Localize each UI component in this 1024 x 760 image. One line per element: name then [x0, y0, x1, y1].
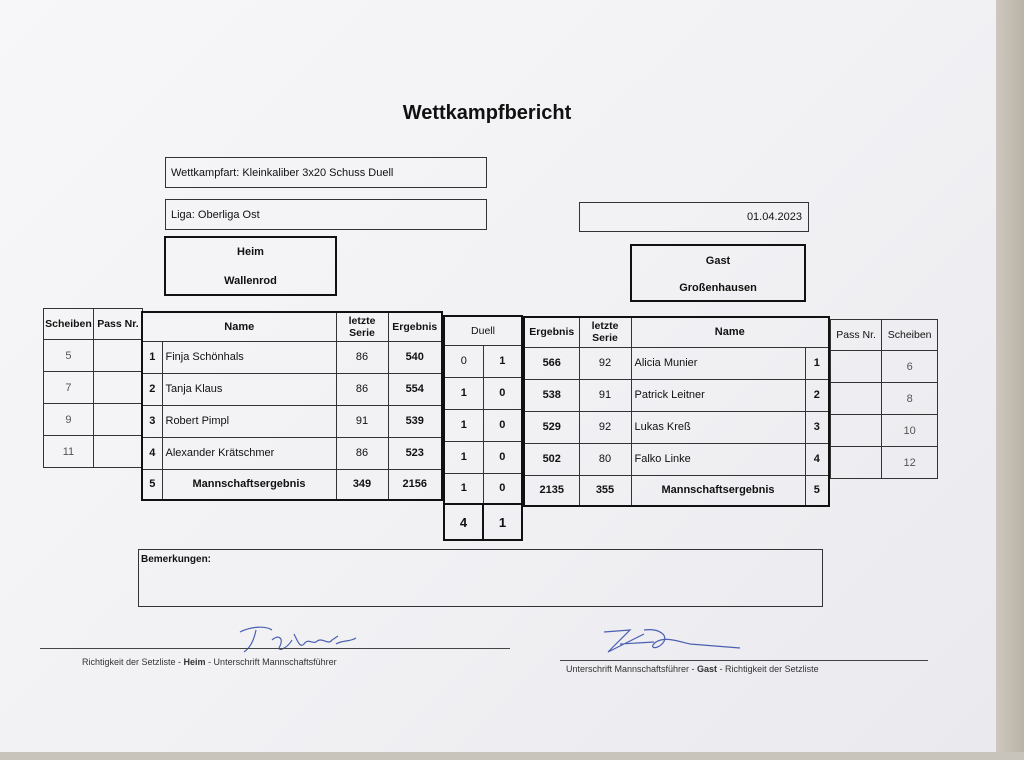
guest-position: 1: [805, 347, 829, 379]
guest-last-series: 92: [579, 411, 631, 443]
home-team-position: 5: [142, 469, 162, 500]
home-last-series: 91: [336, 405, 388, 437]
guest-team-result-label: Mannschaftsergebnis: [631, 475, 805, 506]
home-label: Heim: [237, 246, 264, 258]
duel-table: [443, 315, 523, 541]
home-scheibe-3: 9: [44, 404, 94, 436]
home-position: 4: [142, 437, 162, 469]
duel-home: 1: [444, 441, 483, 473]
home-team-box: [164, 236, 337, 296]
guest-ergebnis-header: Ergebnis: [524, 317, 579, 347]
home-team-last-series: 349: [336, 469, 388, 500]
guest-signature-caption: Unterschrift Mannschaftsführer - Gast - Richtigkeit der Setzliste: [566, 664, 819, 674]
guest-team-last-series: 355: [579, 475, 631, 506]
home-team-result-label: Mannschaftsergebnis: [162, 469, 336, 500]
guest-team-result: 2135: [524, 475, 579, 506]
guest-team-position: 5: [805, 475, 829, 506]
guest-letzte-serie-header: letzte Serie: [579, 317, 631, 347]
duel-header: Duell: [444, 316, 522, 345]
remarks-box: [138, 549, 823, 607]
date-box: [579, 202, 809, 232]
home-signature-caption: Richtigkeit der Setzliste - Heim - Unterschrift Mannschaftsführer: [82, 657, 337, 667]
guest-label: Gast: [705, 255, 731, 267]
guest-position: 3: [805, 411, 829, 443]
document-title: Wettkampfbericht: [402, 102, 572, 124]
background-edge: [0, 752, 1024, 760]
home-scheibe-1: 5: [44, 340, 94, 372]
guest-result: 538: [524, 379, 579, 411]
home-pass-3: [93, 404, 142, 436]
home-pass-2: [93, 372, 142, 404]
guest-result: 502: [524, 443, 579, 475]
home-shooter-name: Finja Schönhals: [162, 341, 336, 373]
guest-shooter-name: Falko Linke: [631, 443, 805, 475]
home-signature-line: [40, 648, 510, 649]
guest-scheiben-header: Scheiben: [882, 320, 938, 351]
home-scheiben-table: [43, 308, 143, 468]
home-results-table: [141, 311, 443, 501]
home-scheibe-2: 7: [44, 372, 94, 404]
guest-pass-header: Pass Nr.: [831, 320, 882, 351]
home-team-result: 2156: [388, 469, 442, 500]
duel-guest: 1: [483, 345, 522, 377]
home-position: 3: [142, 405, 162, 437]
duel-guest: 0: [483, 441, 522, 473]
duel-home: 1: [444, 377, 483, 409]
guest-scheiben-table: [830, 319, 938, 479]
home-shooter-name: Alexander Krätschmer: [162, 437, 336, 469]
home-scheiben-header: Scheiben: [44, 309, 94, 340]
home-ergebnis-header: Ergebnis: [388, 312, 442, 341]
home-last-series: 86: [336, 341, 388, 373]
home-letzte-serie-header: letzte Serie: [336, 312, 388, 341]
home-team-name: Wallenrod: [224, 275, 277, 287]
duel-team-home: 1: [444, 473, 483, 504]
home-result: 554: [388, 373, 442, 405]
home-shooter-name: Tanja Klaus: [162, 373, 336, 405]
home-signature: [232, 622, 372, 656]
home-pass-header: Pass Nr.: [93, 309, 142, 340]
home-pass-4: [93, 436, 142, 468]
guest-scheibe-4: 12: [882, 447, 938, 479]
date-text: 01.04.2023: [746, 211, 802, 223]
league-box: [165, 199, 487, 230]
home-last-series: 86: [336, 437, 388, 469]
competition-box: [165, 157, 487, 188]
guest-pass-4: [831, 447, 882, 479]
guest-scheibe-1: 6: [882, 351, 938, 383]
guest-shooter-name: Alicia Munier: [631, 347, 805, 379]
home-position: 1: [142, 341, 162, 373]
guest-shooter-name: Patrick Leitner: [631, 379, 805, 411]
home-result: 539: [388, 405, 442, 437]
home-pass-1: [93, 340, 142, 372]
home-last-series: 86: [336, 373, 388, 405]
guest-scheibe-3: 10: [882, 415, 938, 447]
guest-pass-2: [831, 383, 882, 415]
duel-home: 0: [444, 345, 483, 377]
guest-team-box: [630, 244, 806, 302]
home-shooter-name: Robert Pimpl: [162, 405, 336, 437]
guest-last-series: 91: [579, 379, 631, 411]
final-score-home: 4: [444, 504, 483, 540]
guest-signature-line: [560, 660, 928, 661]
guest-pass-3: [831, 415, 882, 447]
duel-guest: 0: [483, 409, 522, 441]
home-scheibe-4: 11: [44, 436, 94, 468]
guest-results-table: [523, 316, 830, 507]
home-result: 540: [388, 341, 442, 373]
guest-last-series: 92: [579, 347, 631, 379]
final-score-guest: 1: [483, 504, 522, 540]
home-position: 2: [142, 373, 162, 405]
home-result: 523: [388, 437, 442, 469]
background-surface: [996, 0, 1024, 760]
home-name-header: Name: [142, 312, 336, 341]
guest-last-series: 80: [579, 443, 631, 475]
league-text: Liga: Oberliga Ost: [171, 208, 260, 221]
competition-text: Wettkampfart: Kleinkaliber 3x20 Schuss Duell: [171, 166, 394, 179]
guest-team-name: Großenhausen: [679, 282, 757, 294]
remarks-label: Bemerkungen:: [141, 554, 212, 565]
guest-pass-1: [831, 351, 882, 383]
guest-signature: [600, 622, 750, 662]
duel-home: 1: [444, 409, 483, 441]
guest-scheibe-2: 8: [882, 383, 938, 415]
guest-position: 4: [805, 443, 829, 475]
duel-team-guest: 0: [483, 473, 522, 504]
guest-result: 566: [524, 347, 579, 379]
guest-shooter-name: Lukas Kreß: [631, 411, 805, 443]
guest-name-header: Name: [631, 317, 829, 347]
guest-position: 2: [805, 379, 829, 411]
guest-result: 529: [524, 411, 579, 443]
duel-guest: 0: [483, 377, 522, 409]
